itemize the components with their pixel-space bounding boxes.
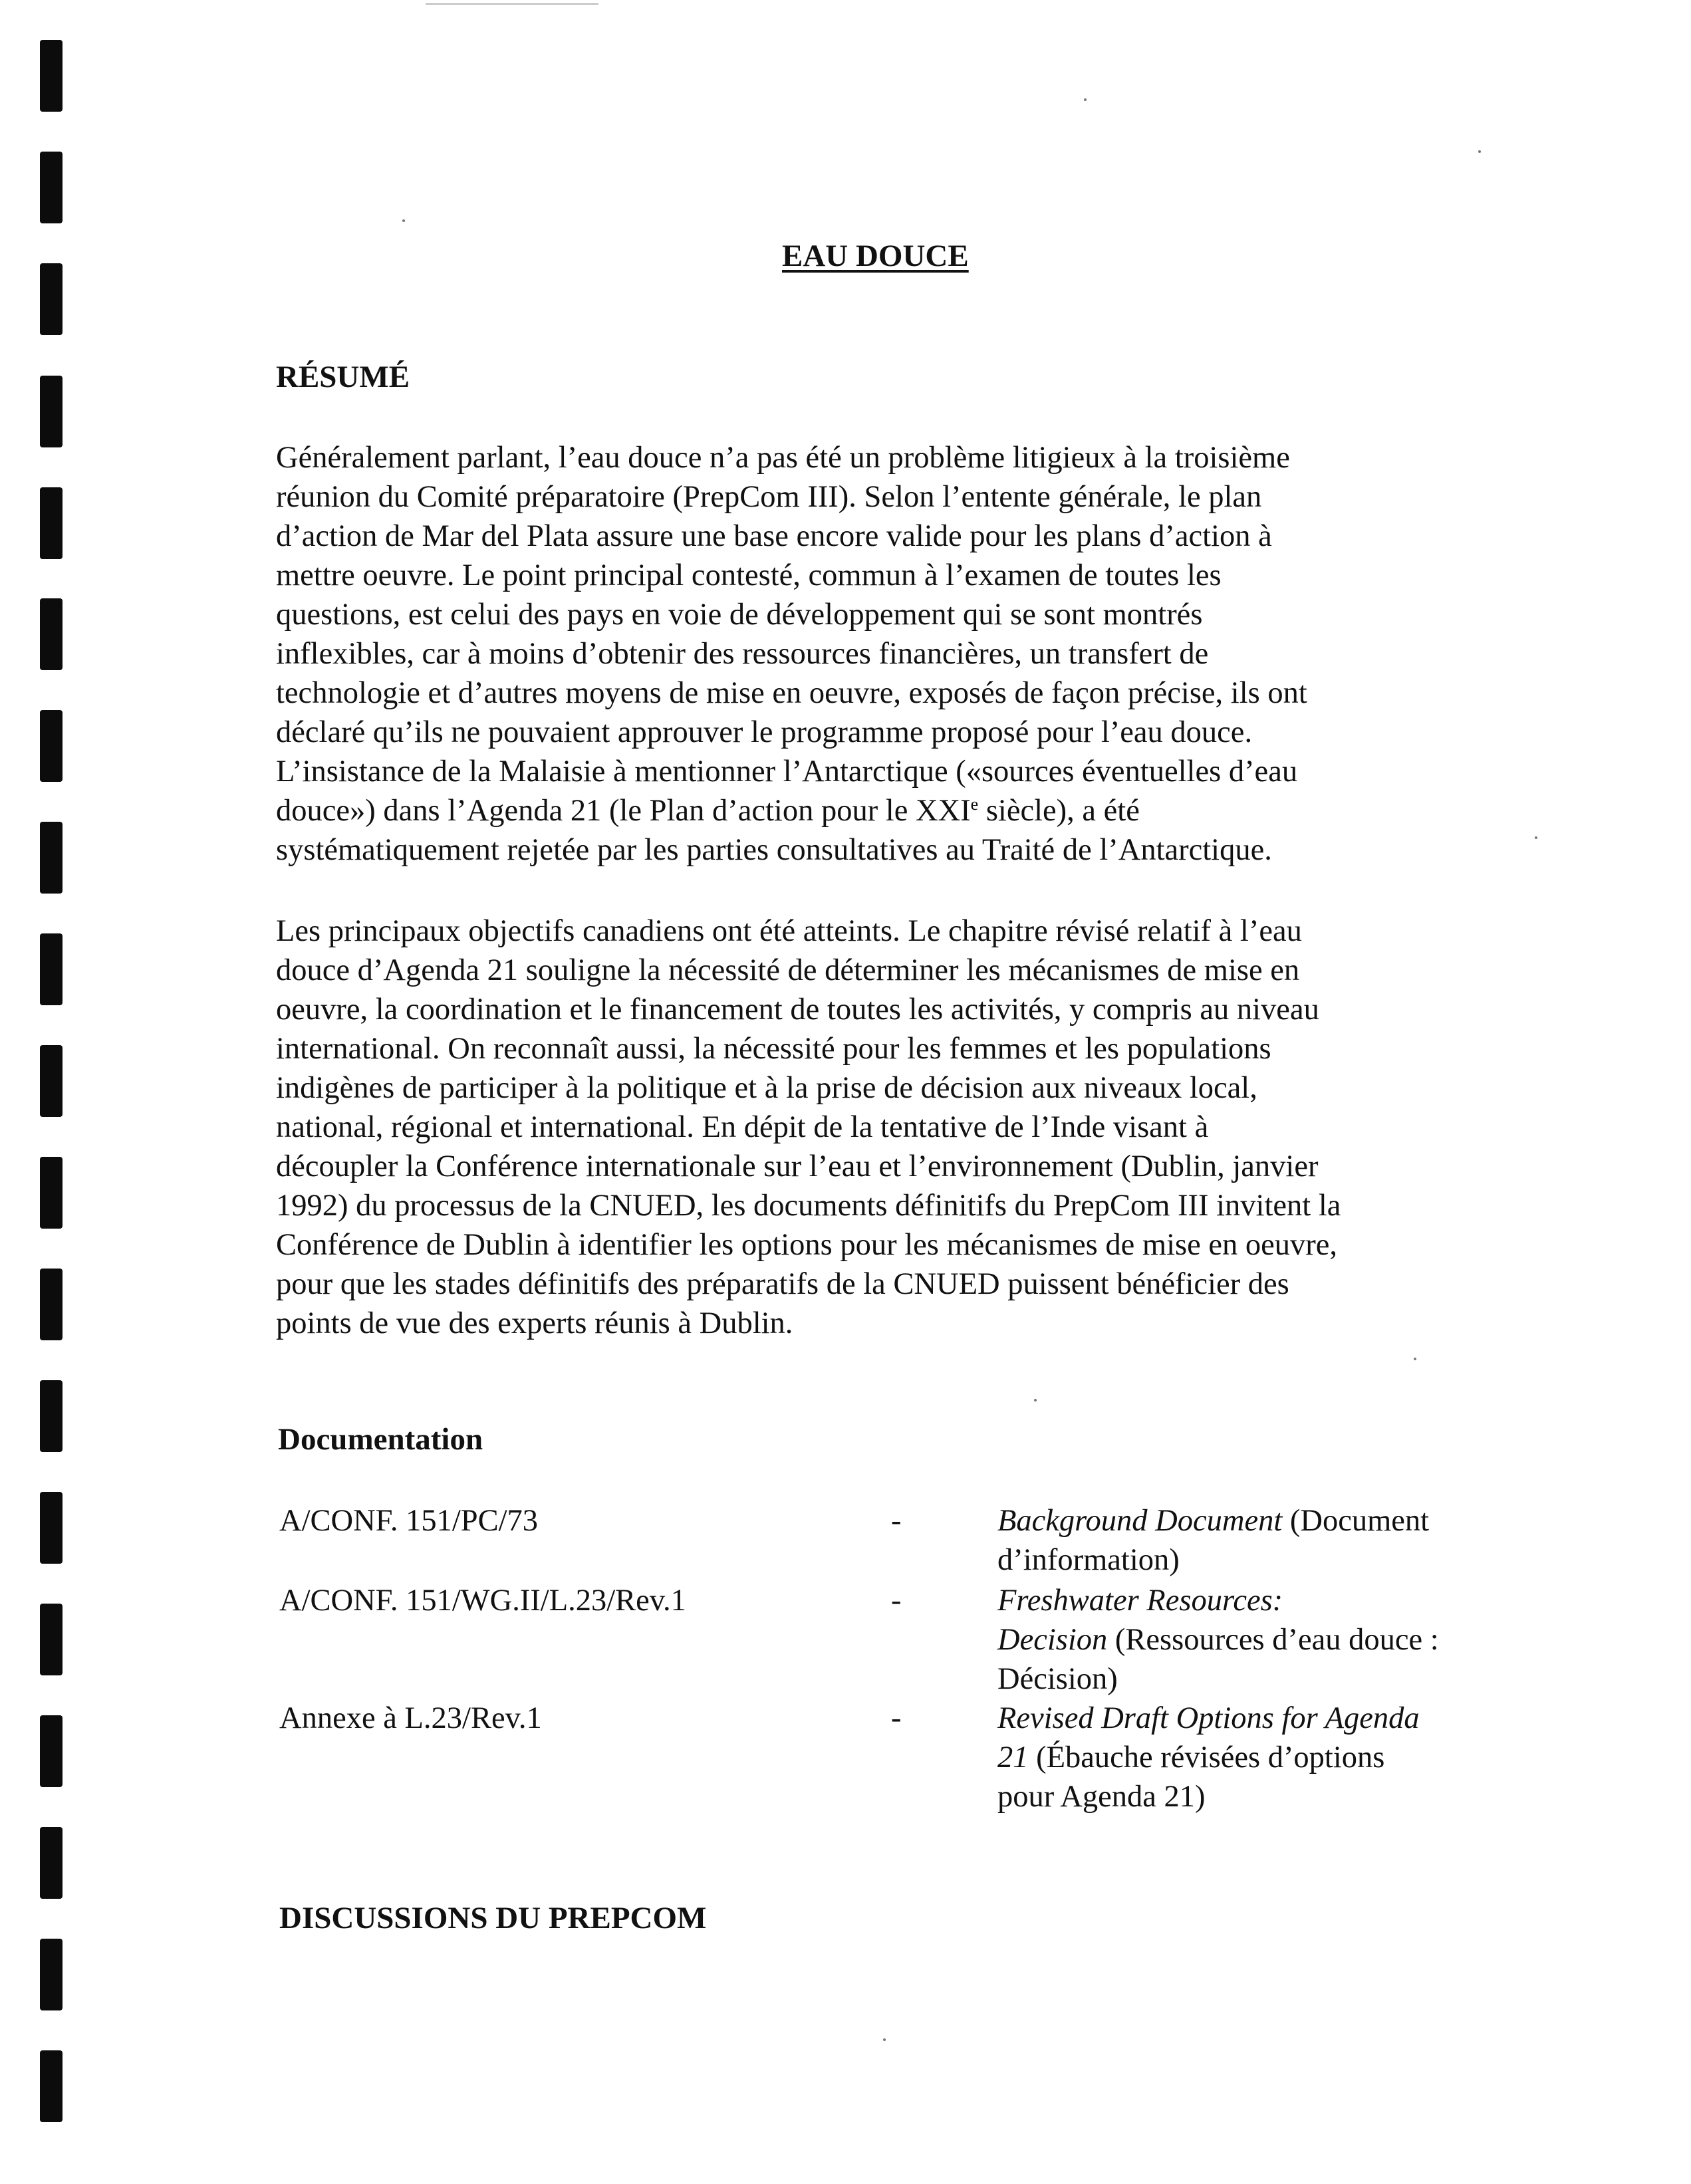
text-line [997, 1620, 1503, 1659]
document-code: Annexe à L.23/Rev.1 [279, 1701, 542, 1735]
separator-dash: - [891, 1504, 902, 1538]
separator-dash: - [891, 1701, 902, 1735]
text-line: points de vue des experts réunis à Dublin. [276, 1306, 793, 1340]
text-line: systématiquement rejetée par les parties consultatives au Traité de l’Antarctique. [276, 833, 1272, 867]
document-title: 21 [997, 1741, 1029, 1774]
text-line: Décision) [997, 1662, 1118, 1696]
section-heading-documentation: Documentation [278, 1422, 483, 1457]
superscript: e [970, 794, 979, 814]
text-line: pour Agenda 21) [997, 1780, 1206, 1814]
text-line: technologie et d’autres moyens de mise en oeuvre, exposés de façon précise, ils ont [276, 676, 1307, 710]
text-line [997, 1699, 1503, 1738]
resume-paragraph-2 [276, 911, 1526, 1343]
document-title: Decision [997, 1623, 1108, 1657]
text-line: Généralement parlant, l’eau douce n’a pas été un problème litigieux à la troisième [276, 441, 1290, 475]
text-line: 1992) du processus de la CNUED, les documents définitifs du PrepCom III invitent la [276, 1189, 1341, 1223]
section-heading-discussions: DISCUSSIONS DU PREPCOM [279, 1901, 707, 1935]
text-line [997, 1501, 1503, 1540]
document-description [997, 1501, 1503, 1580]
text-line: d’action de Mar del Plata assure une base encore valide pour les plans d’action à [276, 519, 1272, 553]
text-line: indigènes de participer à la politique et à la prise de décision aux niveaux local, [276, 1071, 1257, 1105]
text-line: oeuvre, la coordination et le financement de toutes les activités, y compris au niveau [276, 993, 1319, 1027]
text-fragment: siècle), a été [978, 794, 1140, 828]
document-description [997, 1699, 1503, 1816]
document-code: A/CONF. 151/PC/73 [279, 1504, 539, 1538]
text-line: réunion du Comité préparatoire (PrepCom III). Selon l’entente générale, le plan [276, 480, 1262, 514]
text-line: international. On reconnaît aussi, la nécessité pour les femmes et les populations [276, 1032, 1271, 1066]
page-title: EAU DOUCE [782, 239, 969, 273]
document-title: Freshwater Resources: [997, 1584, 1283, 1618]
text-line: Conférence de Dublin à identifier les options pour les mécanismes de mise en oeuvre, [276, 1228, 1338, 1262]
text-line: douce d’Agenda 21 souligne la nécessité de déterminer les mécanismes de mise en [276, 953, 1300, 987]
text-fragment: (Ressources d’eau douce : [1107, 1623, 1439, 1657]
text-line [276, 791, 1526, 830]
document-description [997, 1581, 1503, 1699]
document-title: Revised Draft Options for Agenda [997, 1701, 1420, 1735]
text-line: d’information) [997, 1543, 1180, 1577]
text-fragment: (Document [1282, 1504, 1430, 1538]
document-code: A/CONF. 151/WG.II/L.23/Rev.1 [279, 1584, 686, 1618]
resume-paragraph-1 [276, 438, 1526, 870]
text-line: questions, est celui des pays en voie de développement qui se sont montrés [276, 598, 1203, 632]
text-line: Les principaux objectifs canadiens ont été atteints. Le chapitre révisé relatif à l’eau [276, 914, 1302, 948]
text-line [997, 1738, 1503, 1777]
document-title: Background Document [997, 1504, 1283, 1538]
text-line: national, régional et international. En dépit de la tentative de l’Inde visant à [276, 1110, 1209, 1144]
text-line: mettre oeuvre. Le point principal contesté, commun à l’examen de toutes les [276, 558, 1222, 592]
text-fragment: (Ébauche révisées d’options [1028, 1741, 1385, 1774]
text-line: découpler la Conférence internationale sur l’eau et l’environnement (Dublin, janvier [276, 1150, 1319, 1183]
text-line [997, 1581, 1503, 1620]
text-fragment: douce») dans l’Agenda 21 (le Plan d’action pour le XXI [276, 794, 971, 828]
text-line: inflexibles, car à moins d’obtenir des ressources financières, un transfert de [276, 637, 1209, 671]
text-line: pour que les stades définitifs des préparatifs de la CNUED puissent bénéficier des [276, 1267, 1289, 1301]
separator-dash: - [891, 1584, 902, 1618]
section-heading-resume: RÉSUMÉ [276, 360, 410, 394]
text-line: déclaré qu’ils ne pouvaient approuver le programme proposé pour l’eau douce. [276, 715, 1253, 749]
text-line: L’insistance de la Malaisie à mentionner l’Antarctique («sources éventuelles d’eau [276, 755, 1298, 789]
